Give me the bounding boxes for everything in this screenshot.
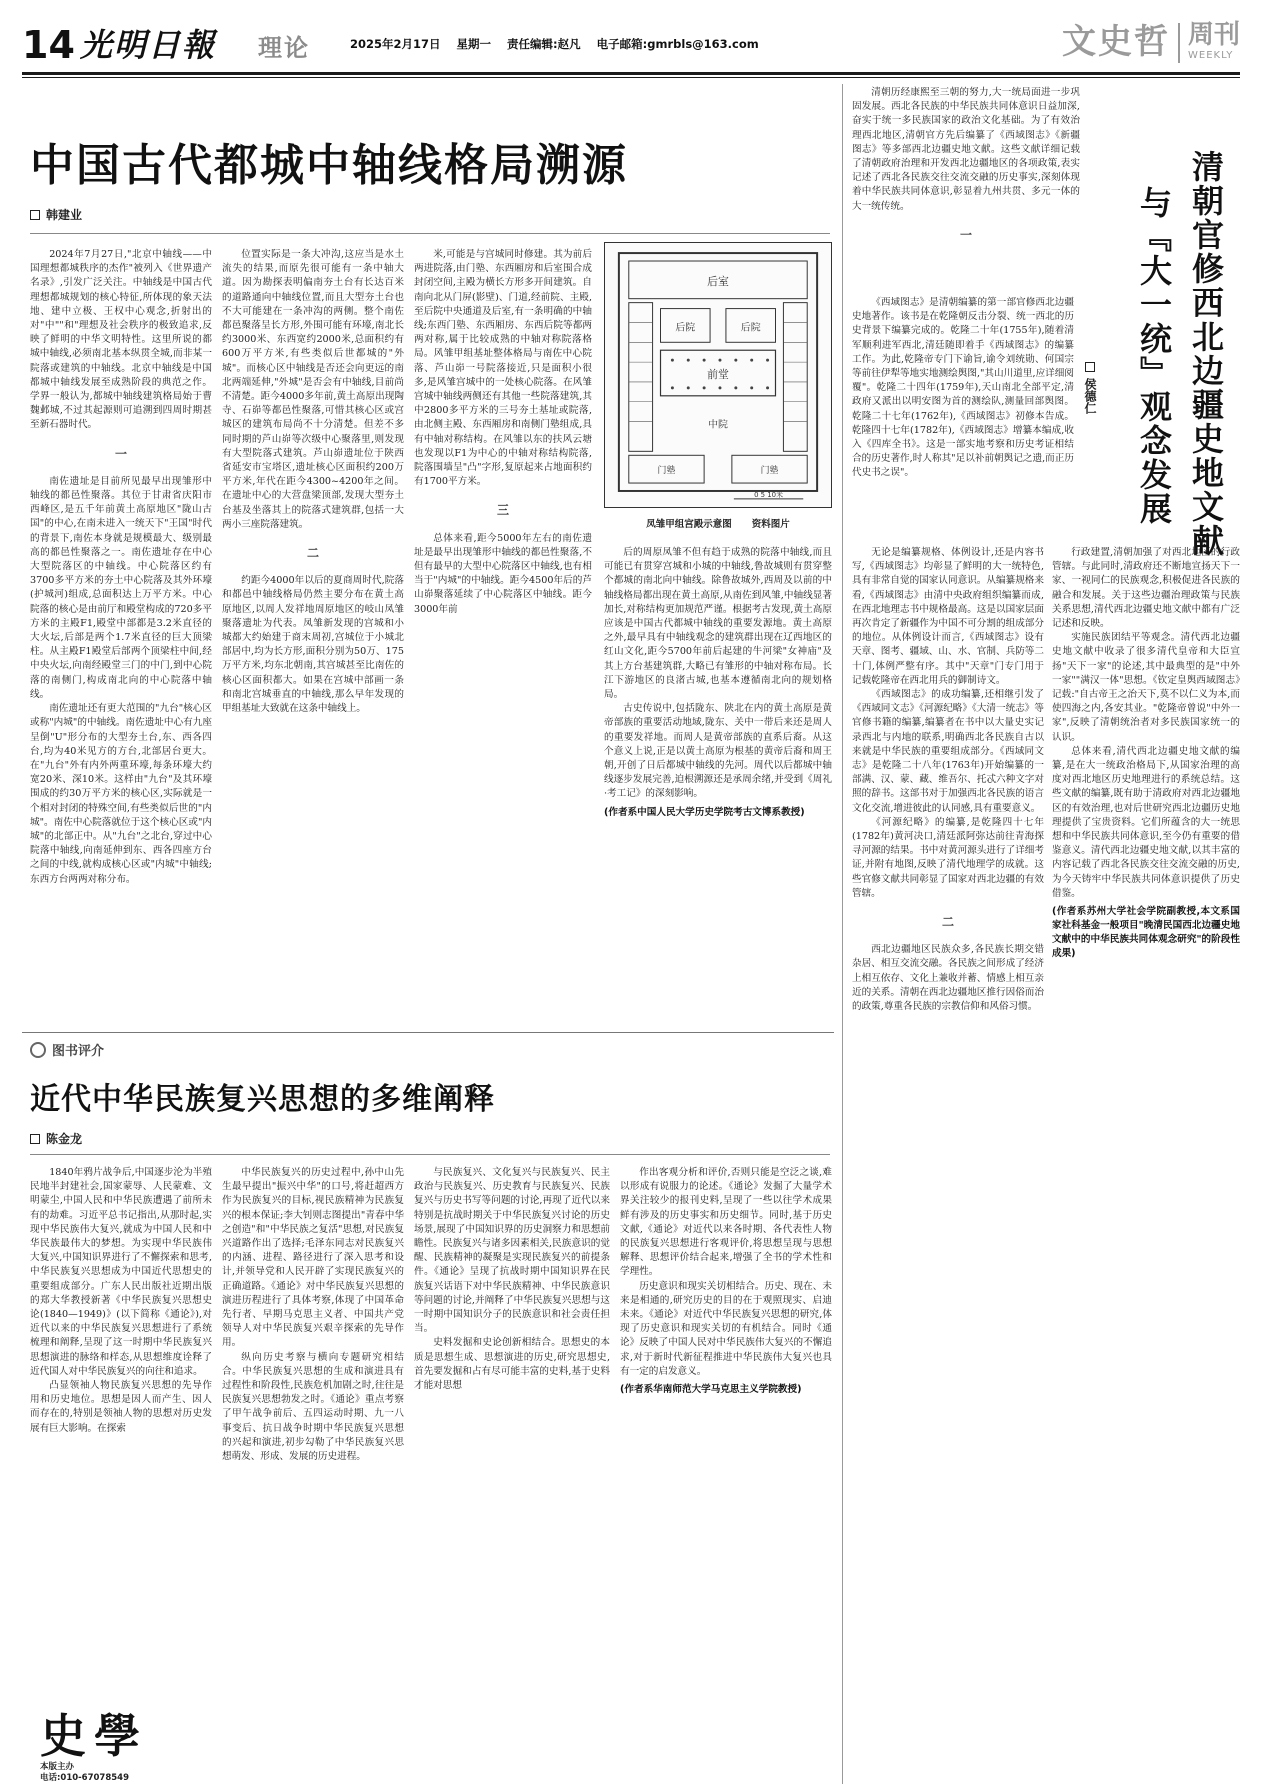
paragraph: 后的周原凤雏不但有趋于成熟的院落中轴线,而且可能已有贯穿宫城和小城的中轴线,鲁故城则有贯穿整个都城的南北向中轴线。除鲁故城外,西周及以前的中轴线格局都出现在黄土高原,从南佐到风雏,中轴线显著加长,对称结构更加规范严谨。根据考古发现,黄土高原应该是中国古代都城中轴线的重要发源地。黄土高原之外,最早具有中轴线观念的建筑群出现在辽西地区的红山文化,距今5700年前后起建的牛河梁"女神庙"及其上方台基建筑群,大略已有雏形的中轴对称布局。长江下游地区的良渚古城,也基本遵循南北向的规划格局。 [604,547,832,701]
article1-rule [30,233,830,234]
label-gate-left: 门塾 [657,466,676,477]
issue-email: 电子邮箱:gmrbls@163.com [596,37,759,51]
article2-column-1 [30,1166,212,1696]
paragraph: 古史传说中,包括陇东、陕北在内的黄土高原是黄帝部族的重要活动地域,陇东、关中一带后来还是周人的重要发祥地。而周人是黄帝部族的直系后裔。从这个意义上说,正是以黄土高原为根基的黄帝后裔和周王朝,开创了日后都城中轴线的先河。周代以后都城中轴线逐步发展完善,迫根溯源还是承周余绪,并受到《周礼·考工记》的深刻影响。 [604,703,832,800]
paragraph: 约距今4000年以后的夏商周时代,院落和都邑中轴线格局仍然主要分布在黄土高原地区,以周人发祥地周原地区的岐山凤雏聚落遗址为代表。凤雏新发现的宫城和小城都大约始建于商末周初,宫城位于小城北部居中,均为长方形,面积分别为50万、175万平方米,均东北朝南,其宫城甚至比南佐的核心区面积都大。如果在宫城中部画一条和南北宫城垂直的中轴线,那么早年发现的甲组基址大致就在这条中轴线上。 [222,575,404,715]
paragraph: 西北边疆地区民族众多,各民族长期交错杂居、相互交流交融。各民族之间形成了经济上相互依存、文化上兼收并蓄、情感上相互亲近的关系。清朝在西北边疆地区推行因俗而治的政策,尊重各民族的宗教信仰和风俗习惯。 [852,944,1044,1013]
paragraph: 1840年鸦片战争后,中国逐步沦为半殖民地半封建社会,国家蒙辱、人民蒙难、文明蒙尘,中国人民和中华民族遭遇了前所未有的劫难。习近平总书记指出,从那时起,实现中华民族伟大复兴,就成为中国人民和中华民族最伟大的梦想。为实现中华民族伟大复兴,中国知识界进行了不懈探索和思考,中华民族复兴思想成为中国近代思想史的重要组成部分。广东人民出版社近期出版的郑大华教授新著《中华民族复兴思想史论(1840—1949)》(以下简称《通论》),对近代以来的中华民族复兴思想进行了系统梳理和阐释,呈现了这一时期中华民族复兴思想演进的脉络和样态,从思想维度诠释了近代国人对中华民族复兴的向往和追求。 [30,1167,212,1377]
paragraph: 作出客观分析和评价,否则只能是空泛之谈,难以形成有说服力的论述。《通论》发掘了大量学术界关注较少的报刊史料,呈现了一些以往学术成果鲜有涉及的历史事实和历史细节。同时,基于历史文献,《通论》对近代以来各时期、各代表性人物的民族复兴思想进行客观评价,将思想呈现与思想解释、思想评价结合起来,增强了全书的学术性和学理性。 [620,1167,832,1278]
label-gate-right: 门塾 [760,466,779,477]
section-label: 理论 [258,34,310,62]
right-article-title-line1: 清朝官修西北边疆史地文献 [1187,150,1225,558]
figure-caption: 凤雏甲组宫殿示意图 资料图片 [646,519,790,530]
newspaper-logo: 光明日報 [80,26,217,64]
paragraph: 总体来看,清代西北边疆史地文献的编纂,是在大一统政治格局下,从国家治理的高度对西北地区历史地理进行的系统总结。这些文献的编纂,既有助于清政府对西北边疆地区的有效治理,也对后世研究西北边疆历史地理提供了宝贵资料。它们所蕴含的大一统思想和中华民族共同体意识,至今仍有重要的借鉴意义。清代西北边疆史地文献,以其丰富的内容记载了西北各民族交往交流交融的历史,为今天铸牢中华民族共同体意识提供了历史借鉴。 [1052,745,1240,899]
weekly-label: 周刊 [1187,20,1240,50]
right-article-column-b [1052,546,1240,1784]
shixue-host: 本版主办 [40,1762,75,1772]
issue-editor: 责任编辑:赵凡 [507,37,581,51]
paragraph: 凸显领袖人物民族复兴思想的先导作用和历史地位。思想是因人而产生、因人而存在的,特别是领袖人物的思想对历史发展有巨大影响。在探索 [30,1380,212,1434]
subsection-number: 一 [959,227,972,242]
article2-author: 陈金龙 [30,1130,82,1147]
paragraph: 中华民族复兴的历史过程中,孙中山先生最早提出"振兴中华"的口号,将赶超西方作为民族复兴的目标,视民族精神为民族复兴的根本保证;李大钊则志图提出"青春中华之创造"和"中华民族之复活"思想,对民族复兴道路作出了选择;毛泽东同志对民族复兴的内涵、进程、路径进行了深入思考和设计,并领导党和人民开辟了实现民族复兴的正确道路。《通论》对中华民族复兴思想的演进历程进行了具体考察,体现了中国革命先行者、早期马克思主义者、中国共产党领导人对中华民族复兴艰辛探索的先导作用。 [222,1167,404,1349]
article1-author-credit: (作者系中国人民大学历史学院考古文博系教授) [604,806,805,818]
supplement-brand [1062,20,1240,64]
page-number: 14 [22,23,75,67]
palace-plan-figure [600,238,836,540]
right-article-column-a [852,546,1044,1784]
shixue-title: 史學 [40,1709,148,1763]
article2-author-credit: (作者系华南师范大学马克思主义学院教授) [620,1384,802,1396]
label-back-room: 后室 [707,274,729,288]
article2-rule [30,1154,830,1155]
palace-plan-diagram [604,242,832,508]
paragraph: 行政建置,清朝加强了对西北地区的行政管辖。与此同时,清政府还不断地宣扬天下一家、一视同仁的民族观念,积极促进各民族的融合和发展。关于这些边疆治理政策与民族关系思想,清代西北边疆史地文献中都有广泛记述和反映。 [1052,547,1240,630]
section-divider [22,1032,834,1033]
masthead-rule-thin [22,77,1240,78]
label-front-court: 中院 [708,419,728,431]
article1-title: 中国古代都城中轴线格局溯源 [30,140,628,191]
label-scale: 0 5 10米 [754,490,784,499]
article1-column-2 [222,248,404,1018]
article2-title: 近代中华民族复兴思想的多维阐释 [30,1082,495,1117]
paragraph: 清朝历经康熙至三朝的努力,大一统局面进一步巩固发展。西北各民族的中华民族共同体意识日益加深,奋实于统一多民族国家的政治文化基础。为了有效治理西北地区,清朝官方先后编纂了《西域图志》《新疆图志》等多部西北边疆史地文献。这些文献详细记载了清朝政府治理和开发西北边疆地区的各项政策,表实记述了西北各民族交往交流交融的历史事实,深刻体现着中华民族共同体意识,彰显着九州共贯、多元一体的大一统传统。 [852,87,1080,212]
issue-date: 2025年2月17日 [350,37,441,51]
paragraph: 实施民族团结平等观念。清代西北边疆史地文献中收录了很多清代皇帝和大臣宣扬"天下一家"的论述,其中最典型的是"中外一家""满汉一体"思想。《钦定皇舆西域图志》记载:"自古帝王之治天下,莫不以仁义为本,而使四海之内,各安其业。"乾隆帝曾说"中外一家",反映了清朝统治者对多民族国家统一的认识。 [1052,632,1240,743]
subsection-number: 一 [114,446,127,461]
paragraph: 位置实际是一条大冲沟,这应当是水土流失的结果,而原先很可能有一条中轴大道。因为勘探表明偏南夯土台有长达百米的道路通向中轴线位置,而且大型夯土台也不大可能建在一条冲沟的两侧。整个南佐都邑聚落呈长方形,外围可能有环壕,南北长约3000米、东西宽约2000米,总面积约有600万平方米,有些类似后世都城的"外城"。而核心区中轴线是否还会向更远的南北两端延伸,"外城"是否会有中轴线,目前尚不清楚。距今4000多年前,黄土高原出现陶寺、石峁等都邑性聚落,可惜其核心区或宫城区的建筑布局尚不十分清楚。但差不多同时期的芦山峁等次级中心聚落里,则发现有大型院落式建筑。芦山峁遗址位于陕西省延安市宝塔区,遗址核心区面积约200万平方米,年代在距今4300~4200年之间。在遗址中心的大营盘梁顶部,发现大型夯土台基及坐落其上的院落式建筑群,包括一大两小三座院落建筑。 [222,249,404,530]
paragraph: 无论是编纂规格、体例设计,还是内容书写,《西域图志》均彰显了鲜明的大一统特色,具有非常自觉的国家认同意识。从编纂规格来看,《西域图志》由清中央政府组织编纂而成,在西北地理志书中规格最高。这是以国家层面再次肯定了新疆作为中国不可分割的组成部分的地位。从体例设计而言,《西域图志》设有天章、图考、疆域、山、水、官制、兵防等二十门,体例严整有序。其中"天章"门专门用于记载乾隆帝在西北用兵的御制诗文。 [852,547,1044,686]
brand-divider [1178,23,1180,63]
issue-weekday: 星期一 [456,37,492,51]
paragraph: 《西域图志》是清朝编纂的第一部官修西北边疆史地著作。该书是在乾隆朝反击分裂、统一西北的历史背景下编纂完成的。乾隆二十年(1755年),随着清军顺利进军西北,清廷随即着手《西域图志》的编纂工作。为此,乾隆帝专门下谕旨,谕令刘统勋、何国宗等前往伊犁等地实地测绘舆图,"其山川道里,应详细阅覆"。乾隆二十四年(1759年),天山南北全部平定,清政府又派出以明安图为首的测绘队,测量回部舆图。乾隆二十七年(1762年),《西域图志》初修本告成。乾隆四十七年(1782年),《西域图志》增纂本编成,收入《四库全书》。这是一部实地考察和历史考证相结合的历史著作,时人称其"足以补前朝舆记之遗,而正历代史书之误"。 [852,297,1074,479]
author-box-icon [30,210,40,220]
shixue-logo [40,1710,210,1782]
label-hall: 前堂 [707,367,729,381]
author-box-icon [30,1134,40,1144]
author-box-icon [1085,362,1095,372]
paragraph: 南佐遗址还有更大范围的"九台"核心区或称"内城"的中轴线。南佐遗址中心有九座呈倒"U"形分布的大型夯土台,东、西各四台,均为40米见方的方台,北部居台更大。在"九台"外有内外两重环壕,每条环壕大约宽20米、深10米。这样由"九台"及其环壕围成的约30万平方米的核心区,实际就是一个相对封闭的特殊空间,有些类似后世的"内城"。南佐中心院落就位于这个核心区或"内城"的北部正中。从"九台"之北台,穿过中心院落中轴线,向南延伸到东、西各四座方台之间的中线,就构成核心区或"内城"中轴线;东西方台两两对称分布。 [30,703,212,885]
issue-meta [350,36,771,52]
article2-column-3 [414,1166,610,1784]
book-review-tag: 图书评介 [30,1040,104,1059]
paragraph: 历史意识和现实关切相结合。历史、现在、未来是相通的,研究历史的目的在于观照现实、启迪未来。《通论》对近代中华民族复兴思想的研究,体现了历史意识和现实关切的有机结合。同时《通论》反映了中国人民对中华民族伟大复兴的不懈追求,对于新时代新征程推进中华民族伟大复兴也具有一定的启发意义。 [620,1280,832,1377]
article1-column-4 [604,546,832,1018]
article1-column-1 [30,248,212,1018]
subsection-number: 二 [306,546,319,561]
paragraph: 米,可能是与宫城同时修建。其为前后两进院落,由门塾、东西厢房和后室围合成封闭空间,主殿为横长方形多开间建筑。自南向北从门屏(影壁)、门道,经前院、主殿,至后院中央通道及后室,有一条明确的中轴线;东西门塾、东西厢房、东西后院等都两两对称,属于比较成熟的中轴对称院落格局。风雏甲组基址整体格局与南佐中心院落、芦山峁一号院落接近,只是面积小很多,是风雏宫城中的一处核心院落。在风雏宫城中轴线两侧还有其他一些院落建筑,其中2800多平方米的三号夯土基址或院落,由北侧主殿、东西厢房和南侧门塾组成,具有中轴对称结构。在风雏以东的扶风云塘也发现以F1为中心的中轴对称结构院落,院落围墙呈"凸"字形,复原起来占地面积约有1700平方米。 [414,249,592,488]
shixue-phone: 电话:010-67078549 [40,1773,129,1783]
paragraph: 史料发掘和史论创新相结合。思想史的本质是思想生成、思想演进的历史,研究思想史,首先要发掘和占有尽可能丰富的史料,基于史料才能对思想 [414,1337,610,1392]
label-back-court-2: 后院 [740,322,761,334]
paragraph: 总体来看,距今5000年左右的南佐遗址是最早出现雏形中轴线的都邑性聚落,不但有最早的大型中心院落区中轴线,也有相当于"内城"的中轴线。距今4500年后的芦山峁聚落延续了中心院落区中轴线。距今3000年前 [414,532,592,615]
subsection-number: 三 [496,503,509,518]
paragraph: 《西域图志》的成功编纂,还相继引发了《西域同文志》《河源纪略》《大清一统志》等官修书籍的编纂,编纂者在书中以大量史实记录西北与内地的联系,明确西北各民族自古以来就是中华民族的重要组成部分。《西域同文志》是乾隆二十八年(1763年)开始编纂的一部满、汉、蒙、藏、维吾尔、托忒六种文字对照的辞书。这部书对于加强西北各民族的语言文化交流,增进彼此的认同感,具有重要意义。 [852,689,1044,814]
paragraph: 纵向历史考察与横向专题研究相结合。中华民族复兴思想的生成和演进具有过程性和阶段性,民族危机加剧之时,往往是民族复兴思想勃发之时。《通论》重点考察了甲午战争前后、五四运动时期、九一八事变后、抗日战争时期中华民族复兴思想的兴起和演进,初步勾勒了中华民族复兴思想萌发、形成、发展的历史进程。 [222,1351,404,1463]
paragraph: 《河源纪略》的编纂,是乾隆四十七年(1782年)黄河决口,清廷派阿弥达前往青海探寻河源的结果。书中对黄河源头进行了详细考证,并附有地图,反映了清代地理学的成就。这些官修文献共同彰显了国家对西北边疆的有效管辖。 [852,816,1044,899]
right-article-author: 侯德仁 [1082,362,1099,414]
paragraph: 南佐遗址是目前所见最早出现雏形中轴线的都邑性聚落。其位于甘肃省庆阳市西峰区,是五千年前黄土高原地区"陇山古国"的中心,在南未进入一统天下"王国"时代的背景下,南佐本身就是规模最大、级别最高的都邑性聚落之一。南佐遗址存在中心大型院落区的中轴线。中心院落区约有3700多平方米的夯土中心院落及其外环壕(护城河)组成,总面积达上万平方米。中心院落的核心是由前厅和殿堂构成的720多平方米的主殿F1,殿堂中部都是3.2米直径的大火坛,后部是两个1.7米直径的巨大顶梁柱。从主殿F1殿堂后部两个顶梁柱中间,经中央火坛,向南经殿堂三门的中门,到中心院落的南侧门,构成南北向的中心院落中轴线。 [30,475,212,700]
paragraph: 与民族复兴、文化复兴与民族复兴、民主政治与民族复兴、历史教育与民族复兴、民族复兴与历史书写等问题的讨论,再现了近代以来特别是抗战时期关于中华民族复兴讨论的历史场景,展现了中国知识界的历史洞察力和思想前瞻性。民族复兴与诸多因素相关,民族意识的觉醒、民族精神的凝聚是实现民族复兴的前提条件。《通论》呈现了抗战时期中国知识界在民族复兴话语下对中华民族精神、中华民族意识等问题的讨论,并阐释了中华民族复兴思想与这一时期中国知识分子的民族意识和社会责任担当。 [414,1167,610,1335]
right-article-sec1 [852,296,1074,538]
article1-column-3 [414,248,592,1018]
masthead [22,22,1240,68]
subsection-number: 二 [941,915,954,930]
paragraph: 2024年7月27日,"北京中轴线——中国理想都城秩序的杰作"被列入《世界遗产名录》,引发广泛关注。中轴线是中国古代理想都城规划的核心特征,所体现的象天法地、建中立极、王权中心观念,折射出的对"中""和"理想及社会秩序的极致追求,反映了鲜明的中华文明特性。这里所说的都城中轴线,必须南北基本纵贯全城,而非某一院落或建筑的中轴线。北京中轴线是中国都城中轴线发展至成熟阶段的典范之作。学界一般认为,都城中轴线建筑格局始于曹魏邺城,不过其起源则可追溯到四周时期甚至新石器时代。 [30,249,212,431]
article1-author: 韩建业 [30,206,82,223]
right-article-title-line2: 与『大一统』观念发展 [1135,186,1173,526]
article2-column-2 [222,1166,404,1784]
g-logo-icon [30,1042,46,1058]
right-article-author-credit: (作者系苏州大学社会学院副教授,本文系国家社科基金一般项目"晚清民国西北边疆史地文献中的中华民族共同体观念研究"的阶段性成果) [1052,906,1240,960]
right-article-intro [852,86,1080,286]
masthead-rule [22,72,1240,75]
weekly-en-label: WEEKLY [1187,50,1234,61]
label-back-court: 后院 [675,322,696,334]
supplement-name: 文史哲 [1061,22,1170,62]
column-divider [842,84,843,1784]
article2-column-4 [620,1166,832,1784]
